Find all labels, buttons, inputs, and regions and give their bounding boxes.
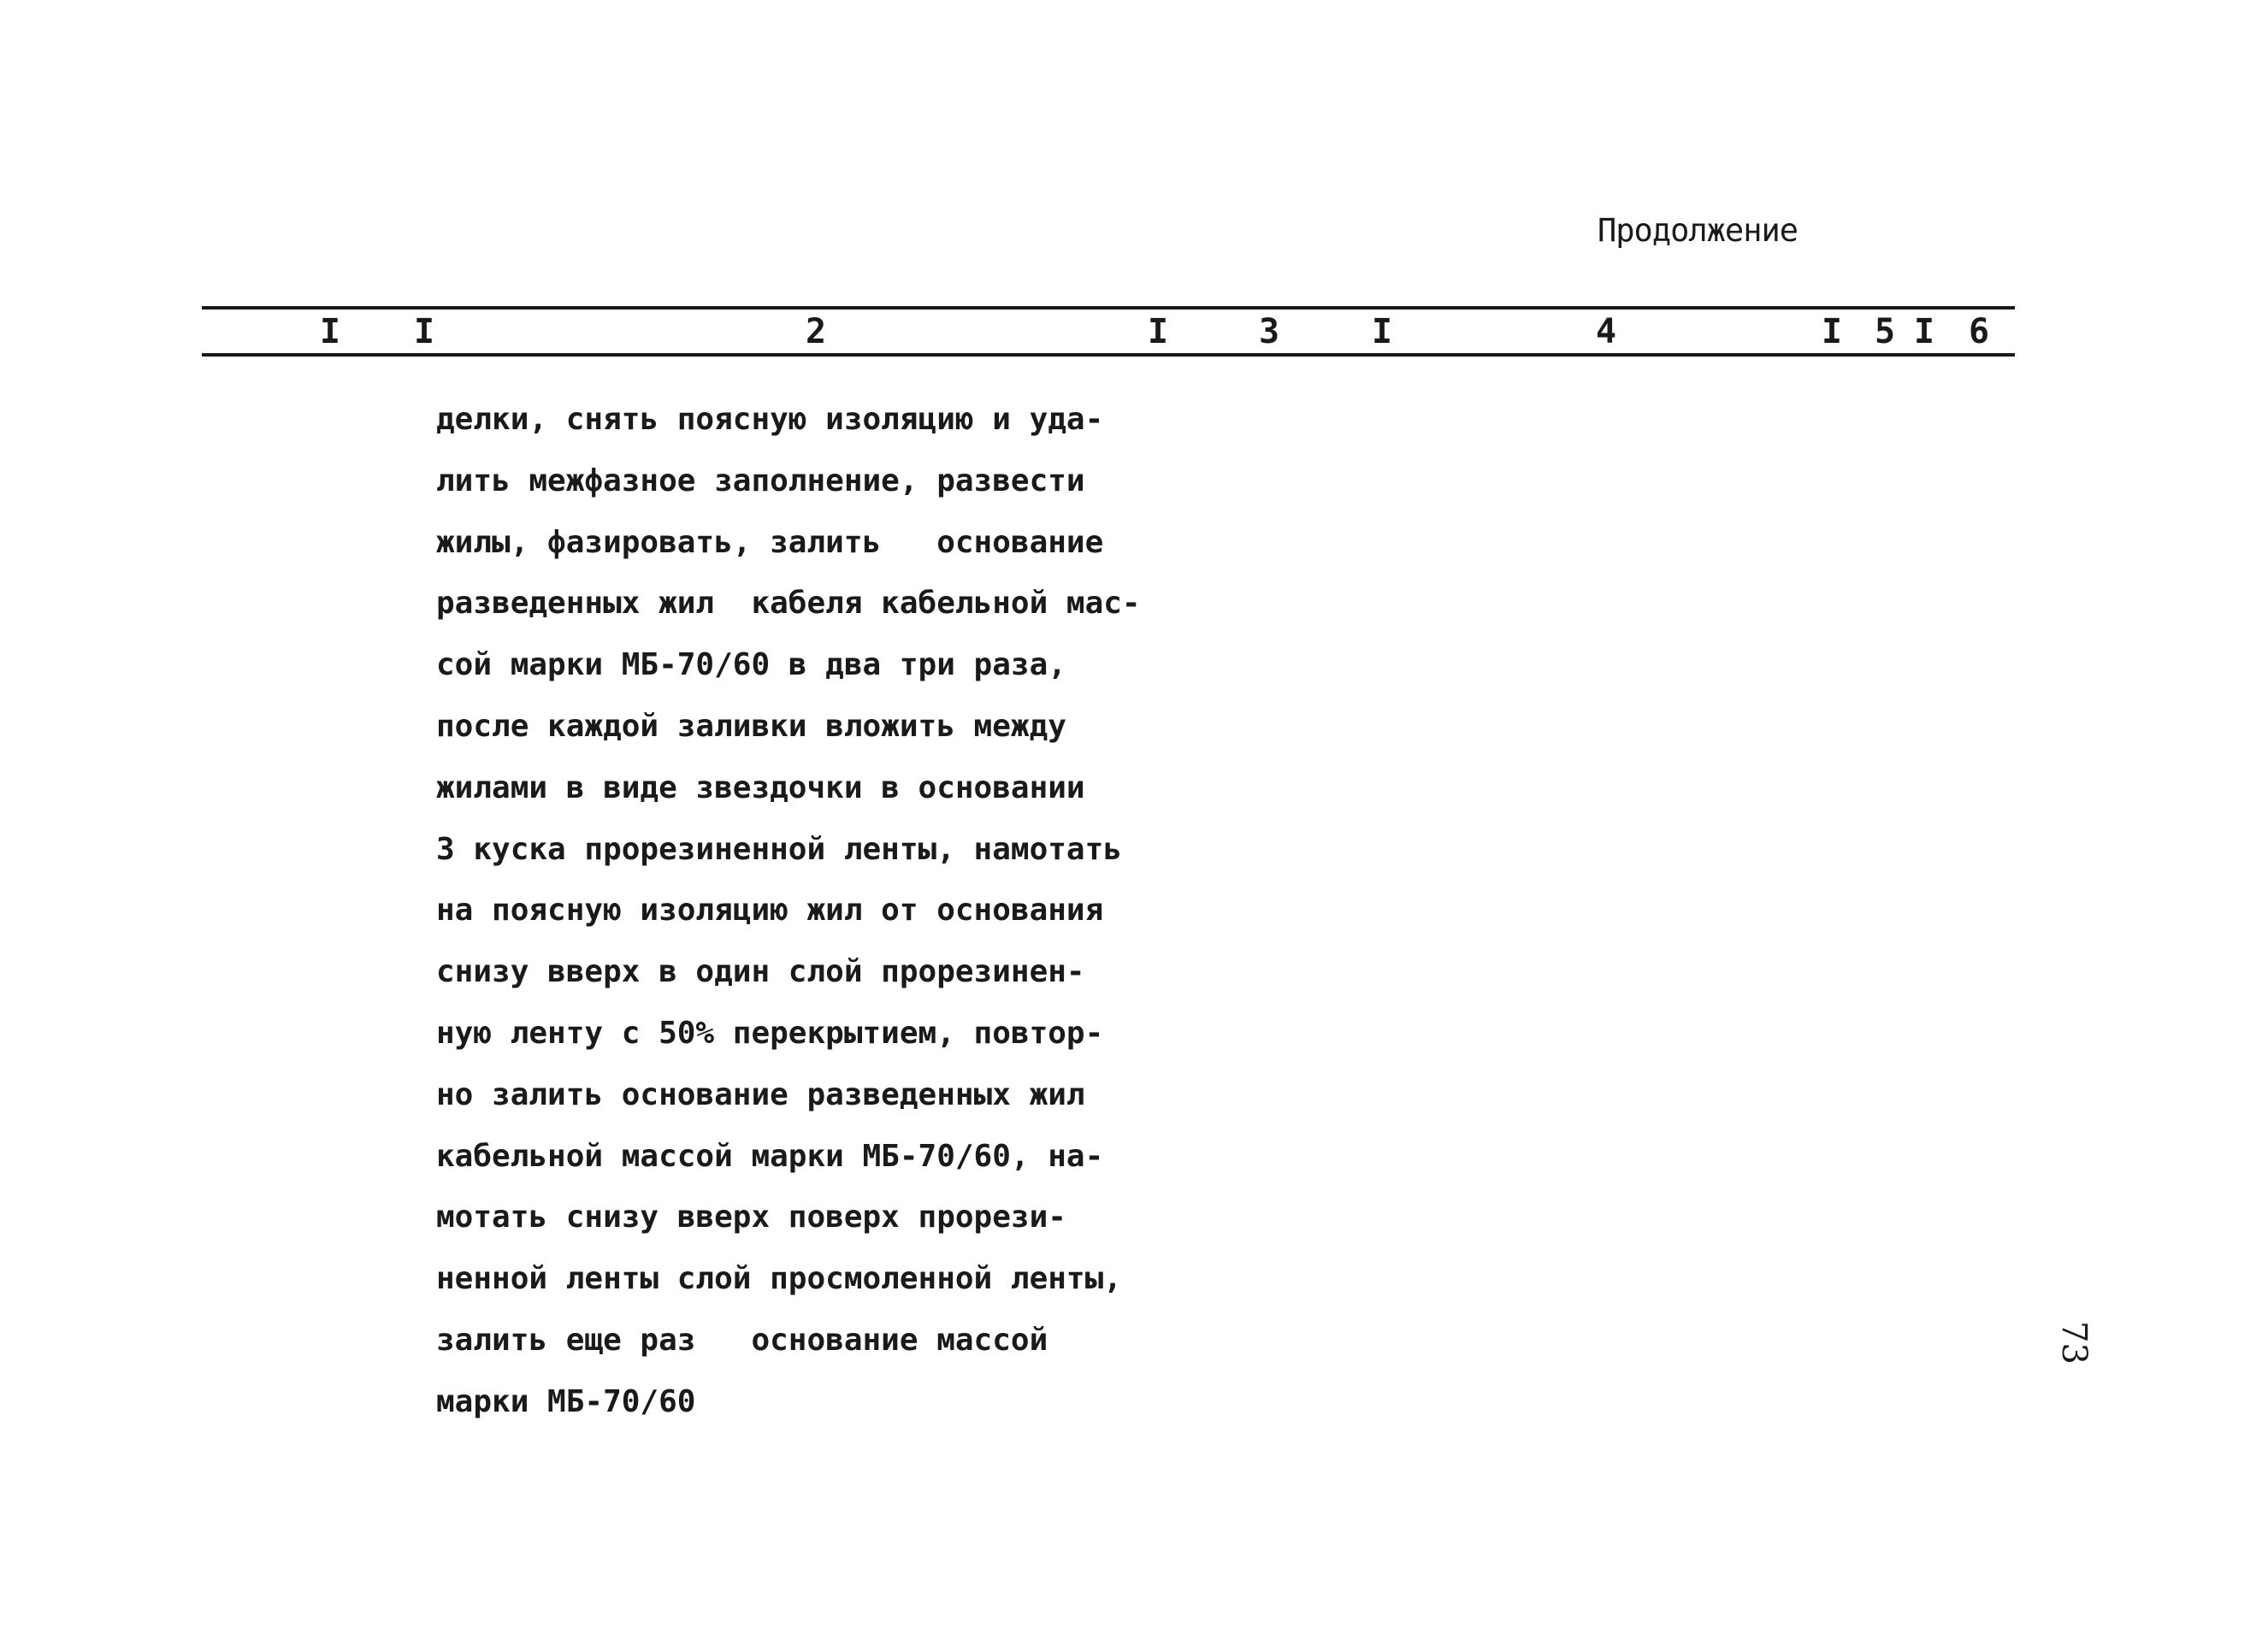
column-number-6: 6 <box>1969 312 1990 351</box>
text-line: ную ленту с 50% перекрытием, повтор- <box>436 1015 1104 1051</box>
text-line: разведенных жил кабеля кабельной мас- <box>436 586 1141 622</box>
column-number-4: 4 <box>1596 312 1617 351</box>
text-line: на поясную изоляцию жил от основания <box>436 893 1104 929</box>
text-line: 3 куска прорезиненной ленты, намотать <box>436 831 1122 867</box>
page-number: 73 <box>2054 1321 2094 1365</box>
text-line: марки МБ-70/60 <box>436 1383 696 1419</box>
text-line: кабельной массой марки МБ-70/60, на- <box>436 1138 1104 1174</box>
continuation-label: Продолжение <box>1598 212 1798 249</box>
column-separator-2: I <box>1148 312 1169 351</box>
table-header-bottom-rule <box>202 353 2015 357</box>
column-number-5: 5 <box>1875 312 1896 351</box>
column-2-body-text <box>436 389 1141 1433</box>
column-separator-3: I <box>1372 312 1393 351</box>
column-separator-4: I <box>1822 312 1843 351</box>
text-line: после каждой заливки вложить между <box>436 708 1066 744</box>
text-line: делки, снять поясную изоляцию и уда- <box>436 402 1104 437</box>
text-line: жилами в виде звездочки в основании <box>436 769 1085 805</box>
column-separator-1: I <box>414 312 435 351</box>
column-number-2: 2 <box>806 312 827 351</box>
text-line: ненной ленты слой просмоленной ленты, <box>436 1261 1122 1297</box>
text-line: залить еще раз основание массой <box>436 1322 1048 1358</box>
text-line: но залить основание разведенных жил <box>436 1076 1085 1112</box>
column-separator-5: I <box>1914 312 1935 351</box>
text-line: снизу вверх в один слой прорезинен- <box>436 954 1085 990</box>
column-number-1: I <box>320 312 341 351</box>
text-line: лить межфазное заполнение, развести <box>436 463 1085 498</box>
table-header-top-rule <box>202 306 2015 310</box>
column-number-3: 3 <box>1259 312 1280 351</box>
text-line: мотать снизу вверх поверх прорези- <box>436 1200 1066 1235</box>
text-line: сой марки МБ-70/60 в два три раза, <box>436 647 1066 683</box>
text-line: жилы, фазировать, залить основание <box>436 524 1104 560</box>
